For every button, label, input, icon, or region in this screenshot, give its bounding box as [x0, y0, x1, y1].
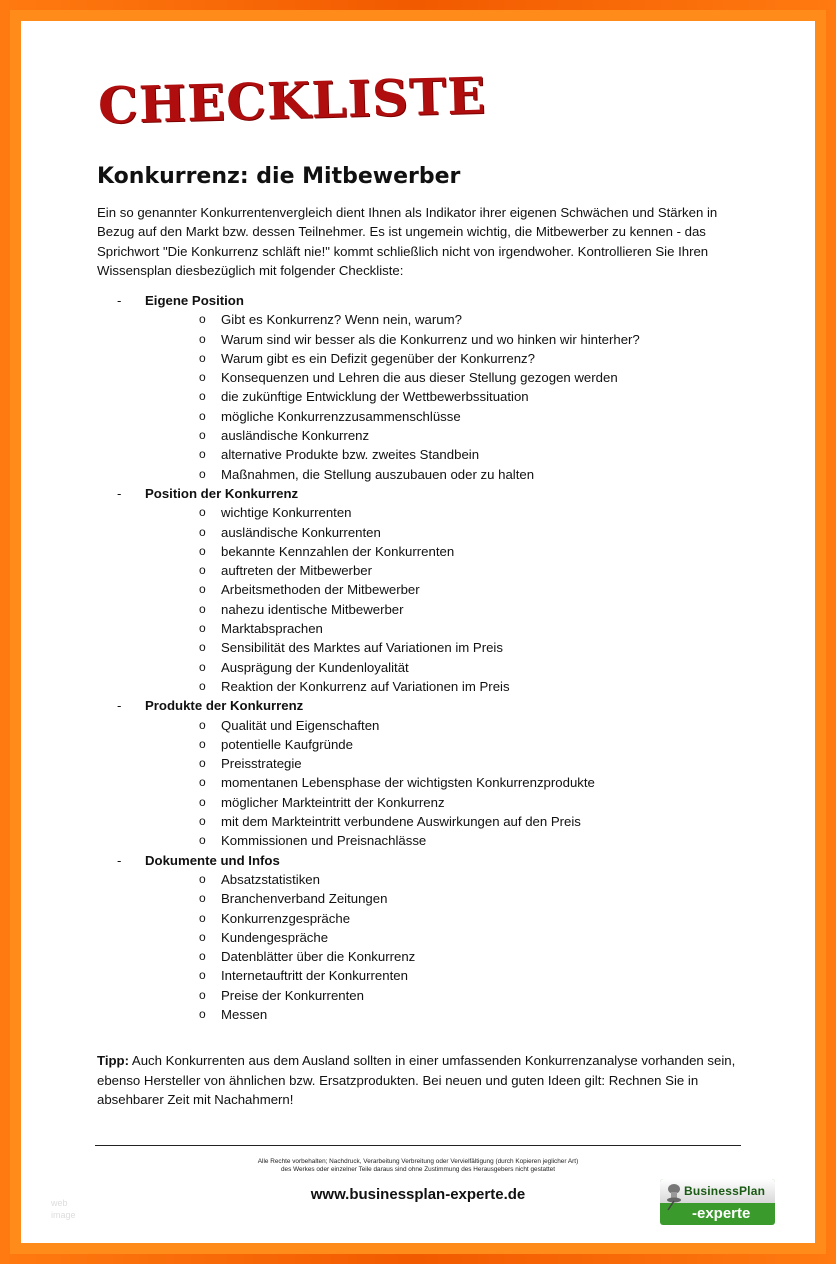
section-title: - Produkte der Konkurrenz: [145, 698, 304, 714]
checklist-section: [117, 851, 757, 1025]
checklist-item: o auftreten der Mitbewerber: [145, 561, 757, 580]
checklist-item: o Gibt es Konkurrenz? Wenn nein, warum?: [145, 310, 757, 329]
checklist-item: o ausländische Konkurrenten: [145, 523, 757, 542]
checklist-item: o Preisstrategie: [145, 754, 757, 773]
checklist-item: o Messen: [145, 1005, 757, 1024]
checklist-item: o Branchenverband Zeitungen: [145, 889, 757, 908]
copyright-notice: [95, 1158, 741, 1174]
checklist-item: o Warum gibt es ein Defizit gegenüber der Konkurrenz?: [145, 349, 757, 368]
watermark-line-2: image: [51, 1210, 76, 1220]
checklist-item: o mögliche Konkurrenzzusammenschlüsse: [145, 407, 757, 426]
checklist-item: o Konsequenzen und Lehren die aus dieser Stellung gezogen werden: [145, 368, 757, 387]
section-items: [145, 870, 757, 1024]
section-items: [145, 503, 757, 696]
tip-text: Auch Konkurrenten aus dem Ausland sollten in einer umfassenden Konkurrenzanalyse vorhanden sein, ebenso Hersteller von ähnlichen bzw. Ersatzprodukten. Bei neuen und guten Ideen gilt: Rechnen Sie in absehbarer Zeit mit Nachahmern!: [97, 1053, 736, 1108]
checklist-item: o Kommissionen und Preisnachlässe: [145, 831, 757, 850]
checklist-item: o Absatzstatistiken: [145, 870, 757, 889]
checklist-section: [117, 291, 757, 484]
intro-paragraph: Ein so genannter Konkurrentenvergleich dient Ihnen als Indikator ihrer eigenen Schwächen und Stärken in Bezug auf den Markt bzw. dessen Teilnehmer. Es ist ungemein wichtig, die Mitbewerber zu kennen - das Sprichwort "Die Konkurrenz schläft nie!" kommt schließlich nicht von irgendwoher. Kontrollieren Sie Ihren Wissensplan diesbezüglich mit folgender Checkliste:: [97, 205, 718, 278]
checklist-item: o alternative Produkte bzw. zweites Standbein: [145, 445, 757, 464]
checklist-item: o Marktabsprachen: [145, 619, 757, 638]
watermark-line-1: web: [51, 1198, 68, 1208]
copyright-line-2: des Werkes oder einzelner Teile daraus sind ohne Zustimmung des Herausgebers nicht gestattet: [280, 1166, 555, 1173]
watermark: [51, 1197, 76, 1221]
section-title: - Eigene Position: [145, 293, 244, 308]
checklist-item: o Maßnahmen, die Stellung auszubauen oder zu halten: [145, 465, 757, 484]
checklist-item: o wichtige Konkurrenten: [145, 503, 757, 522]
tip-label: Tipp:: [97, 1053, 129, 1068]
checklist-item: o Warum sind wir besser als die Konkurrenz und wo hinken wir hinterher?: [145, 330, 757, 349]
checklist-item: o Arbeitsmethoden der Mitbewerber: [145, 580, 757, 599]
checklist-section: [117, 484, 757, 696]
checklist-item: o potentielle Kaufgründe: [145, 735, 757, 754]
checklist-item: o ausländische Konkurrenz: [145, 426, 757, 445]
pushpin-icon: [664, 1183, 682, 1211]
checklist-item: o bekannte Kennzahlen der Konkurrenten: [145, 542, 757, 561]
businessplan-experte-logo: [660, 1179, 775, 1225]
document-page: [21, 21, 815, 1243]
checklist-item: o Sensibilität des Marktes auf Variationen im Preis: [145, 638, 757, 657]
checklist-item: o Qualität und Eigenschaften: [145, 716, 757, 735]
section-items: [145, 716, 757, 851]
section-items: [145, 310, 757, 484]
checklist-item: o Reaktion der Konkurrenz auf Variationen im Preis: [145, 677, 757, 696]
badge-text-top: BusinessPlan: [684, 1184, 766, 1198]
checklist-item: o nahezu identische Mitbewerber: [145, 600, 757, 619]
checklist-item: o momentanen Lebensphase der wichtigsten Konkurrenzprodukte: [145, 773, 757, 792]
checklist-item: o Ausprägung der Kundenloyalität: [145, 658, 757, 677]
checklist-item: o Internetauftritt der Konkurrenten: [145, 966, 757, 985]
page-title: Konkurrenz: die Mitbewerber: [97, 164, 461, 189]
badge-text-bottom: -experte: [692, 1205, 751, 1222]
checklist-section: [117, 696, 757, 850]
tip-paragraph: [97, 1051, 757, 1110]
copyright-line-1: Alle Rechte vorbehalten; Nachdruck, Verarbeitung Verbreitung oder Vervielfältigung (durch Kopieren jeglicher Art): [257, 1158, 579, 1165]
footer-divider: [95, 1145, 741, 1146]
checklist-item: o möglicher Markteintritt der Konkurrenz: [145, 793, 757, 812]
checklist-item: o Preise der Konkurrenten: [145, 986, 757, 1005]
section-title: - Dokumente und Infos: [145, 852, 280, 868]
section-title: - Position der Konkurrenz: [145, 485, 299, 501]
checklist-item: o Kundengespräche: [145, 928, 757, 947]
checklist: [117, 291, 757, 1024]
checklist-item: o mit dem Markteintritt verbundene Auswirkungen auf den Preis: [145, 812, 757, 831]
checkliste-logo: CHECKLISTE: [97, 65, 488, 136]
website-url[interactable]: www.businessplan-experte.de: [310, 1186, 526, 1203]
checklist-item: o die zukünftige Entwicklung der Wettbewerbssituation: [145, 387, 757, 406]
checklist-item: o Datenblätter über die Konkurrenz: [145, 947, 757, 966]
checklist-item: o Konkurrenzgespräche: [145, 909, 757, 928]
